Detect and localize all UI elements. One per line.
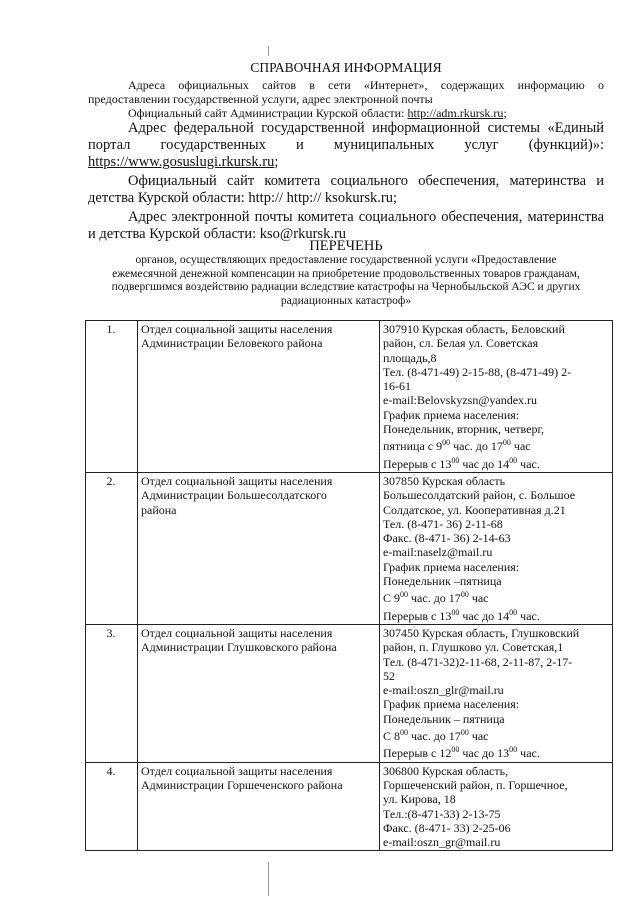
address-line: Солдатское, ул. Кооперативная д.21	[383, 502, 566, 517]
admin-site-end: ;	[503, 106, 507, 120]
break-part: Перерыв с 13	[383, 456, 452, 471]
scan-artifact-line	[268, 46, 269, 56]
address-line: Горшеченский район, п. Горшечное,	[383, 777, 568, 792]
subtitle-line: органов, осуществляющих предоставление государственной услуги «Предоставление	[135, 254, 557, 266]
address-line: Тел. (8-471-32)2-11-68, 2-11-87, 2-17-	[383, 654, 573, 669]
epgu-label: Адрес федеральной государственной информационной системы «Единый портал государственных и муниципальных услуг (функций)»:	[88, 120, 604, 153]
break-part: 00	[451, 455, 460, 465]
hours-part: час. до 17	[408, 591, 461, 606]
office-name-line: Отдел социальной защиты населения	[141, 763, 333, 778]
office-name-line: Отдел социальной защиты населения	[141, 322, 333, 336]
address-line: e-mail:Belovskyzsn@yandex.ru	[383, 393, 538, 408]
hours-part: 00	[442, 438, 451, 448]
break-line	[383, 454, 608, 471]
address-line: площадь,8	[383, 350, 437, 365]
subtitle-line: радиационных катастроф»	[280, 294, 412, 307]
hours-part: С 8	[383, 729, 401, 744]
break-part: час.	[517, 746, 540, 761]
break-line	[383, 606, 608, 623]
office-address-cell	[380, 321, 613, 473]
address-line: 52	[383, 668, 395, 683]
address-line: 16-61	[383, 379, 411, 394]
break-part: 00	[509, 607, 518, 617]
table-row	[86, 624, 613, 762]
address-line: e-mail:oszn_glr@mail.ru	[383, 683, 504, 698]
epgu-end: ;	[274, 154, 279, 170]
subtitle-line: подвергшимся воздействию радиации вследствие катастрофы на Чернобыльской АЭС и других	[111, 281, 581, 293]
admin-site-label: Официальный сайт Администрации Курской области:	[128, 106, 405, 120]
break-part: час.	[517, 608, 540, 623]
break-part: 00	[509, 745, 518, 755]
admin-site-paragraph	[88, 106, 604, 120]
address-line: e-mail:naselz@mail.ru	[383, 545, 493, 560]
table-row	[86, 762, 613, 851]
address-line: Тел.:(8-471-33) 2-13-75	[383, 806, 501, 821]
committee-site-paragraph: Официальный сайт комитета социального обеспечения, материнства и детства Курской области: http:// http:// ksokursk.ru;	[88, 173, 604, 206]
table-row	[86, 321, 613, 473]
break-part: Перерыв с 12	[383, 746, 452, 761]
office-name-line: Отдел социальной защиты населения	[141, 625, 333, 640]
office-name-line: Отдел социальной защиты населения	[141, 473, 333, 488]
office-name-line: Администрации Большесолдатского	[141, 488, 327, 503]
table-row	[86, 472, 613, 624]
hours-part: час. до 17	[408, 729, 461, 744]
office-name-cell	[138, 624, 380, 762]
address-line: 306800 Курская область,	[383, 763, 509, 778]
perechen-block	[88, 238, 604, 308]
break-part: час до 14	[459, 456, 510, 471]
intro-paragraph: Адреса официальных сайтов в сети «Интернет», содержащих информацию о предоставлении государственной услуги, адрес электронной почты	[88, 78, 604, 106]
break-part: Перерыв с 13	[383, 608, 452, 623]
address-line: Понедельник – пятница	[383, 711, 505, 726]
hours-line	[383, 436, 608, 453]
offices-table	[85, 320, 613, 851]
scan-artifact-line	[268, 862, 269, 896]
office-name-line: района	[141, 502, 177, 517]
address-line: Факс. (8-471- 33) 2-25-06	[383, 820, 511, 835]
epgu-link[interactable]: https://www.gosuslugi.rkursk.ru	[88, 154, 275, 170]
address-line: График приема населения:	[383, 697, 520, 712]
office-address-cell	[380, 762, 613, 851]
hours-part: 00	[502, 438, 511, 448]
address-line: район, п. Глушково ул. Советская,1	[383, 640, 564, 655]
office-name-cell	[138, 762, 380, 851]
reference-title: СПРАВОЧНАЯ ИНФОРМАЦИЯ	[250, 60, 442, 75]
office-name-line: Администрации Беловекого района	[141, 336, 323, 351]
office-name-cell	[138, 472, 380, 624]
break-part: час до 14	[459, 608, 510, 623]
row-number: 2.	[86, 472, 138, 624]
address-line: 307850 Курская область	[383, 473, 506, 488]
address-line: Большесолдатский район, с. Большое	[383, 488, 576, 503]
address-line: Факс. (8-471- 36) 2-14-63	[383, 531, 511, 546]
break-part: 00	[509, 455, 518, 465]
hours-part: час	[468, 729, 489, 744]
hours-line	[383, 726, 608, 743]
hours-part: пятница с 9	[383, 439, 443, 454]
address-line: ул. Кирова, 18	[383, 792, 456, 807]
row-number: 1.	[86, 321, 138, 473]
hours-part: час	[468, 591, 489, 606]
perechen-subtitle	[88, 254, 604, 308]
address-line: Тел. (8-471-49) 2-15-88, (8-471-49) 2-	[383, 364, 572, 379]
office-name-line: Администрации Глушковского района	[141, 640, 337, 655]
break-part: час до 13	[459, 746, 510, 761]
admin-site-link[interactable]: http://adm.rkursk.ru	[407, 106, 504, 120]
address-line: Понедельник –пятница	[383, 574, 502, 589]
break-part: 00	[451, 607, 460, 617]
committee-email-paragraph: Адрес электронной почты комитета социального обеспечения, материнства и детства Курской области: kso@rkursk.ru	[88, 209, 604, 242]
office-address-cell	[380, 472, 613, 624]
hours-part: С 9	[383, 591, 401, 606]
hours-part: час. до 17	[450, 439, 503, 454]
address-line: 307910 Курская область, Беловский	[383, 322, 565, 336]
break-part: 00	[451, 745, 460, 755]
address-line: район, сл. Белая ул. Советская	[383, 336, 539, 351]
subtitle-line: ежемесячной денежной компенсации на приобретение продовольственных товаров гражданам,	[112, 267, 580, 280]
epgu-paragraph	[88, 120, 604, 171]
hours-part: 00	[400, 590, 409, 600]
office-name-cell	[138, 321, 380, 473]
hours-part: час	[510, 439, 531, 454]
row-number: 3.	[86, 624, 138, 762]
perechen-heading: ПЕРЕЧЕНЬ	[309, 238, 383, 254]
reference-info	[88, 60, 604, 245]
office-name-line: Администрации Горшеченского района	[141, 777, 343, 792]
hours-part: 00	[460, 728, 469, 738]
address-line: Понедельник, вторник, четверг,	[383, 422, 545, 437]
address-line: 307450 Курская область, Глушковский	[383, 625, 580, 640]
break-part: час.	[517, 456, 540, 471]
address-line: e-mail:oszn_gr@mail.ru	[383, 835, 501, 850]
office-address-cell	[380, 624, 613, 762]
address-line: График приема населения:	[383, 559, 520, 574]
hours-line	[383, 588, 608, 605]
break-line	[383, 743, 608, 760]
row-number: 4.	[86, 762, 138, 851]
address-line: Тел. (8-471- 36) 2-11-68	[383, 516, 503, 531]
hours-part: 00	[460, 590, 469, 600]
address-line: График приема населения:	[383, 407, 520, 422]
hours-part: 00	[400, 728, 409, 738]
